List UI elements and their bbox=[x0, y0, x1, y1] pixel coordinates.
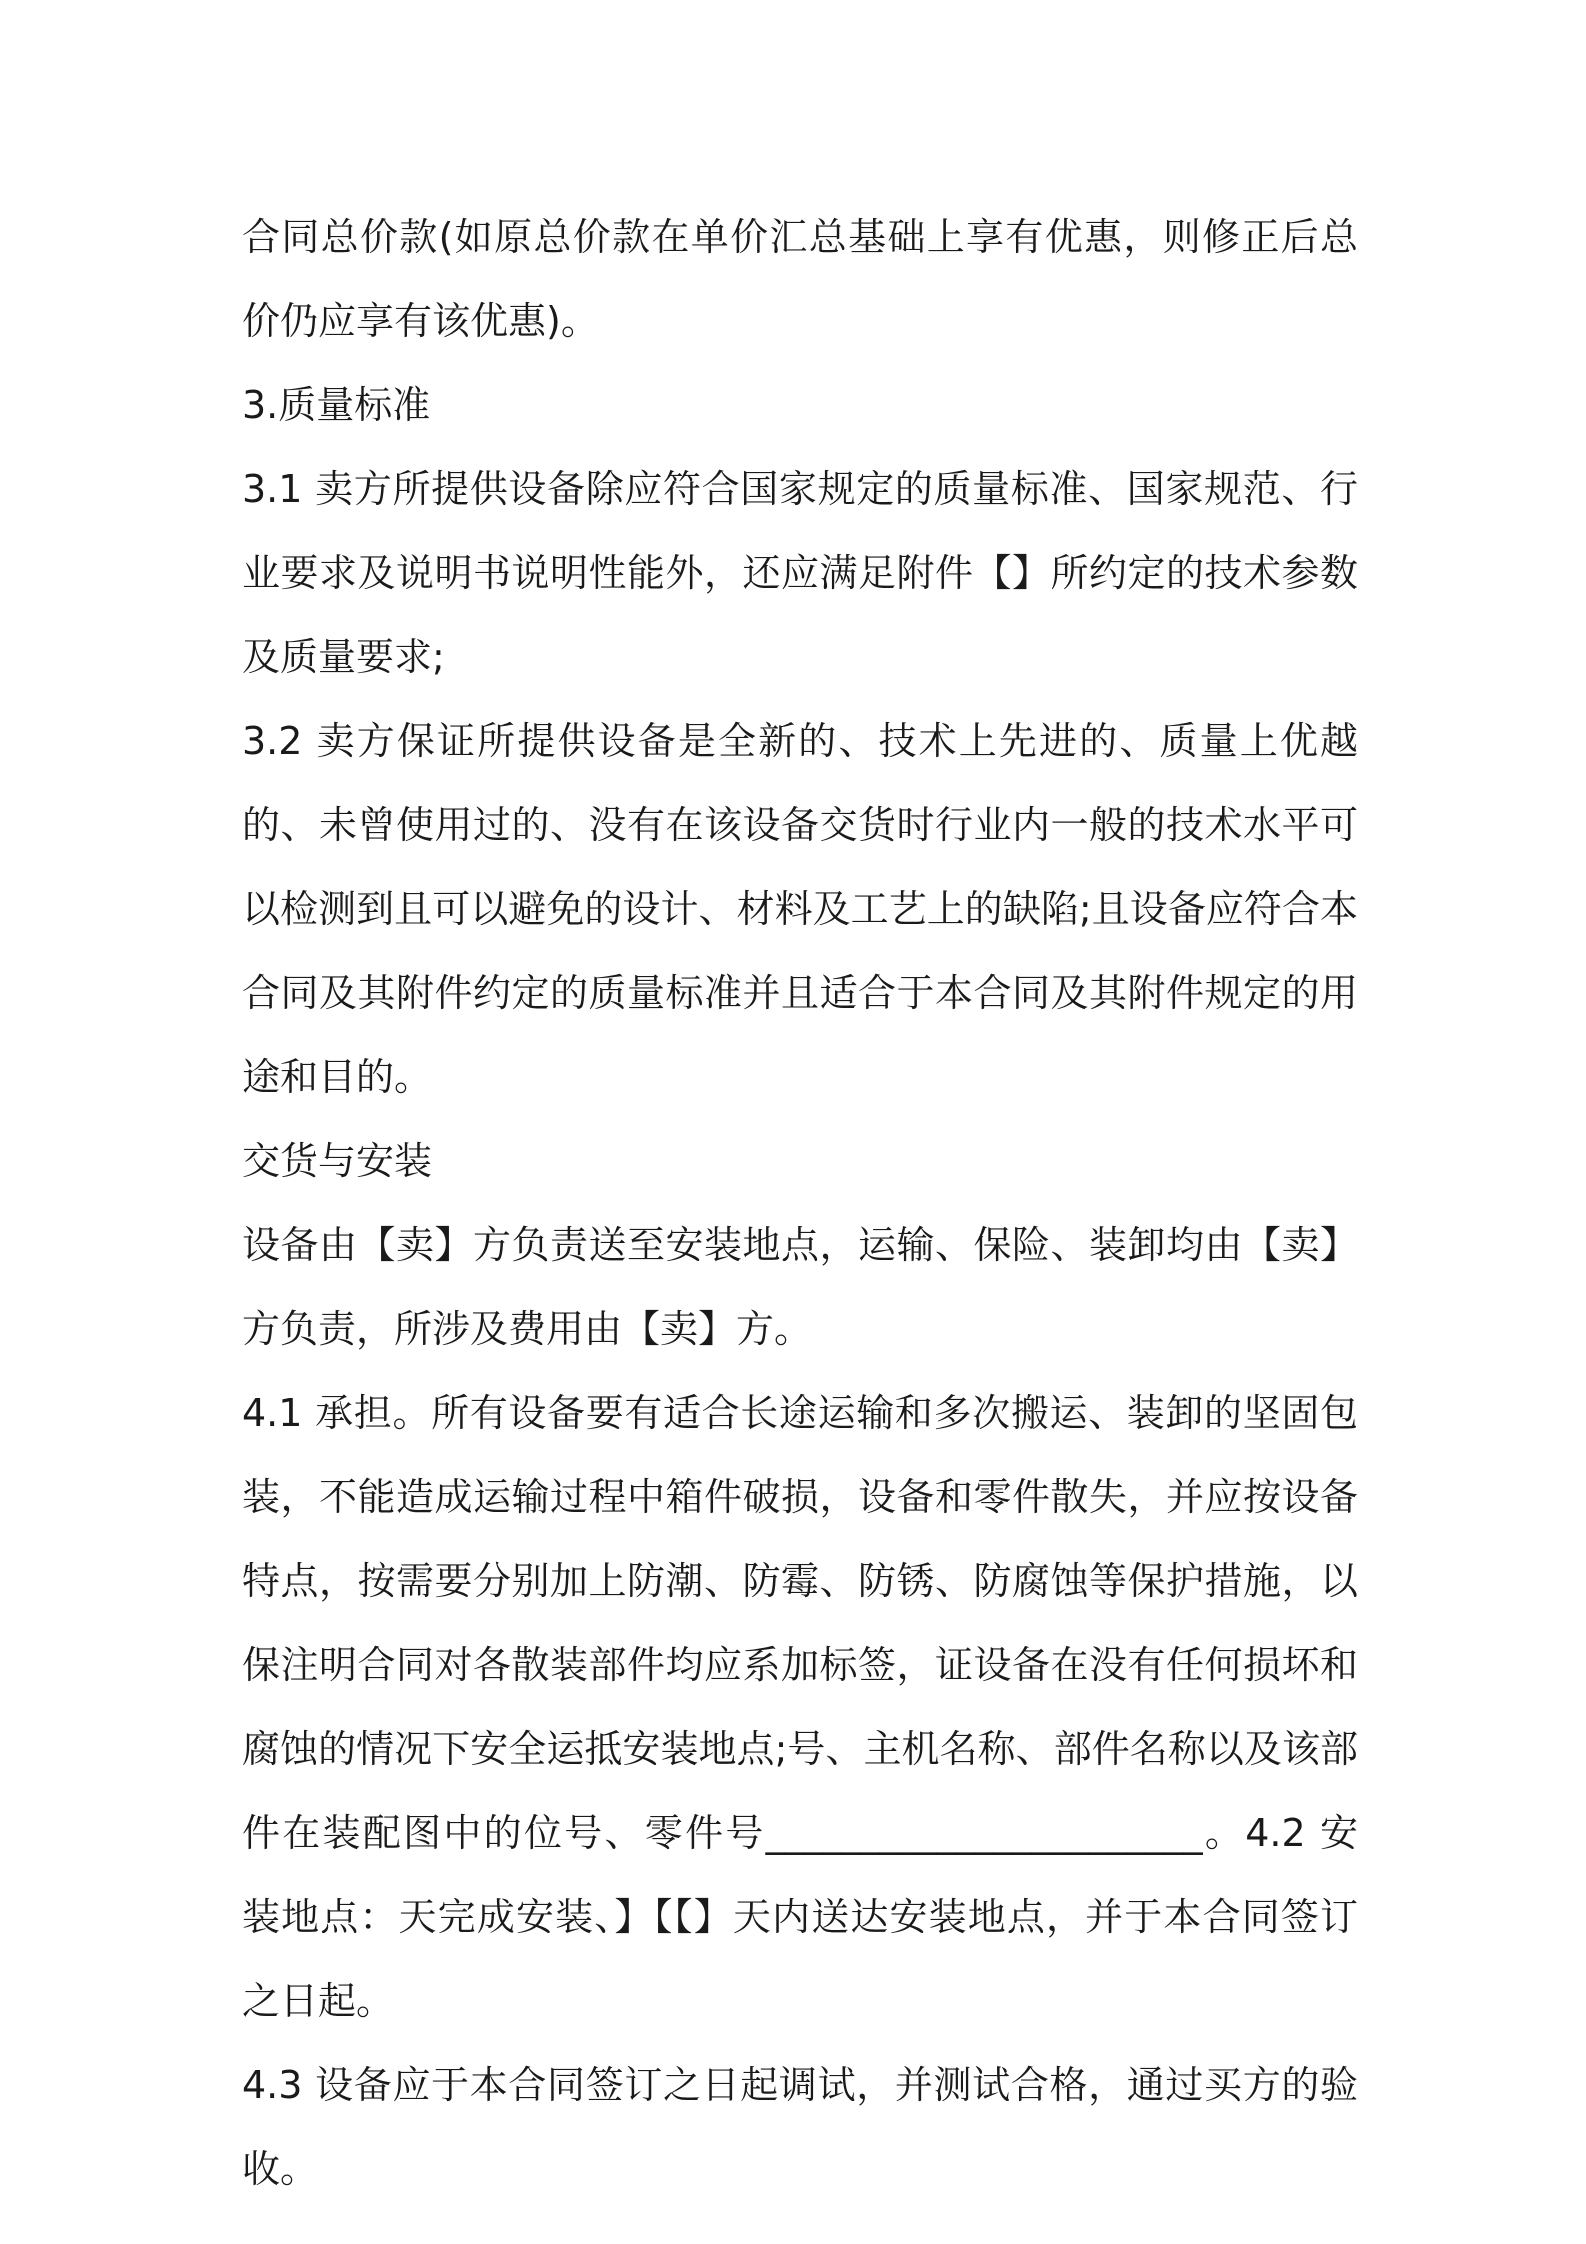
heading-quality-standard: 3.质量标准 bbox=[242, 383, 431, 427]
paragraph-3-2: 3.2 卖方保证所提供设备是全新的、技术上先进的、质量上优越的、未曾使用过的、没有在该设备交货时行业内一般的技术水平可以检测到且可以避免的设计、材料及工艺上的缺陷;且设备应符合本合同及其附件约定的质量标准并且适合于本合同及其附件规定的用途和目的。 bbox=[242, 719, 1358, 1099]
paragraph-delivery: 设备由【卖】方负责送至安装地点，运输、保险、装卸均由【卖】方负责，所涉及费用由【卖】方。 bbox=[242, 1223, 1358, 1351]
paragraph-4-3: 4.3 设备应于本合同签订之日起调试，并测试合格，通过买方的验收。 bbox=[242, 2063, 1358, 2191]
heading-delivery-installation: 交货与安装 bbox=[242, 1139, 433, 1183]
paragraph-3-1: 3.1 卖方所提供设备除应符合国家规定的质量标准、国家规范、行业要求及说明书说明性能外，还应满足附件【】所约定的技术参数及质量要求; bbox=[242, 467, 1358, 679]
paragraph-total-price: 合同总价款(如原总价款在单价汇总基础上享有优惠，则修正后总价仍应享有该优惠)。 bbox=[242, 215, 1358, 343]
paragraph-4-1: 4.1 承担。所有设备要有适合长途运输和多次搬运、装卸的坚固包装，不能造成运输过程中箱件破损，设备和零件散失，并应按设备特点，按需要分别加上防潮、防霉、防锈、防腐蚀等保护措施，以保注明合同对各散装部件均应系加标签，证设备在没有任何损坏和腐蚀的情况下安全运抵安装地点;号、主机名称、部件名称以及该部件在装配图中的位号、零件号_______________________。4.2 安装地点：天完成安装、】【【】天内送达安装地点，并于本合同签订之日起。 bbox=[242, 1391, 1358, 2023]
document-body bbox=[242, 195, 1358, 2211]
